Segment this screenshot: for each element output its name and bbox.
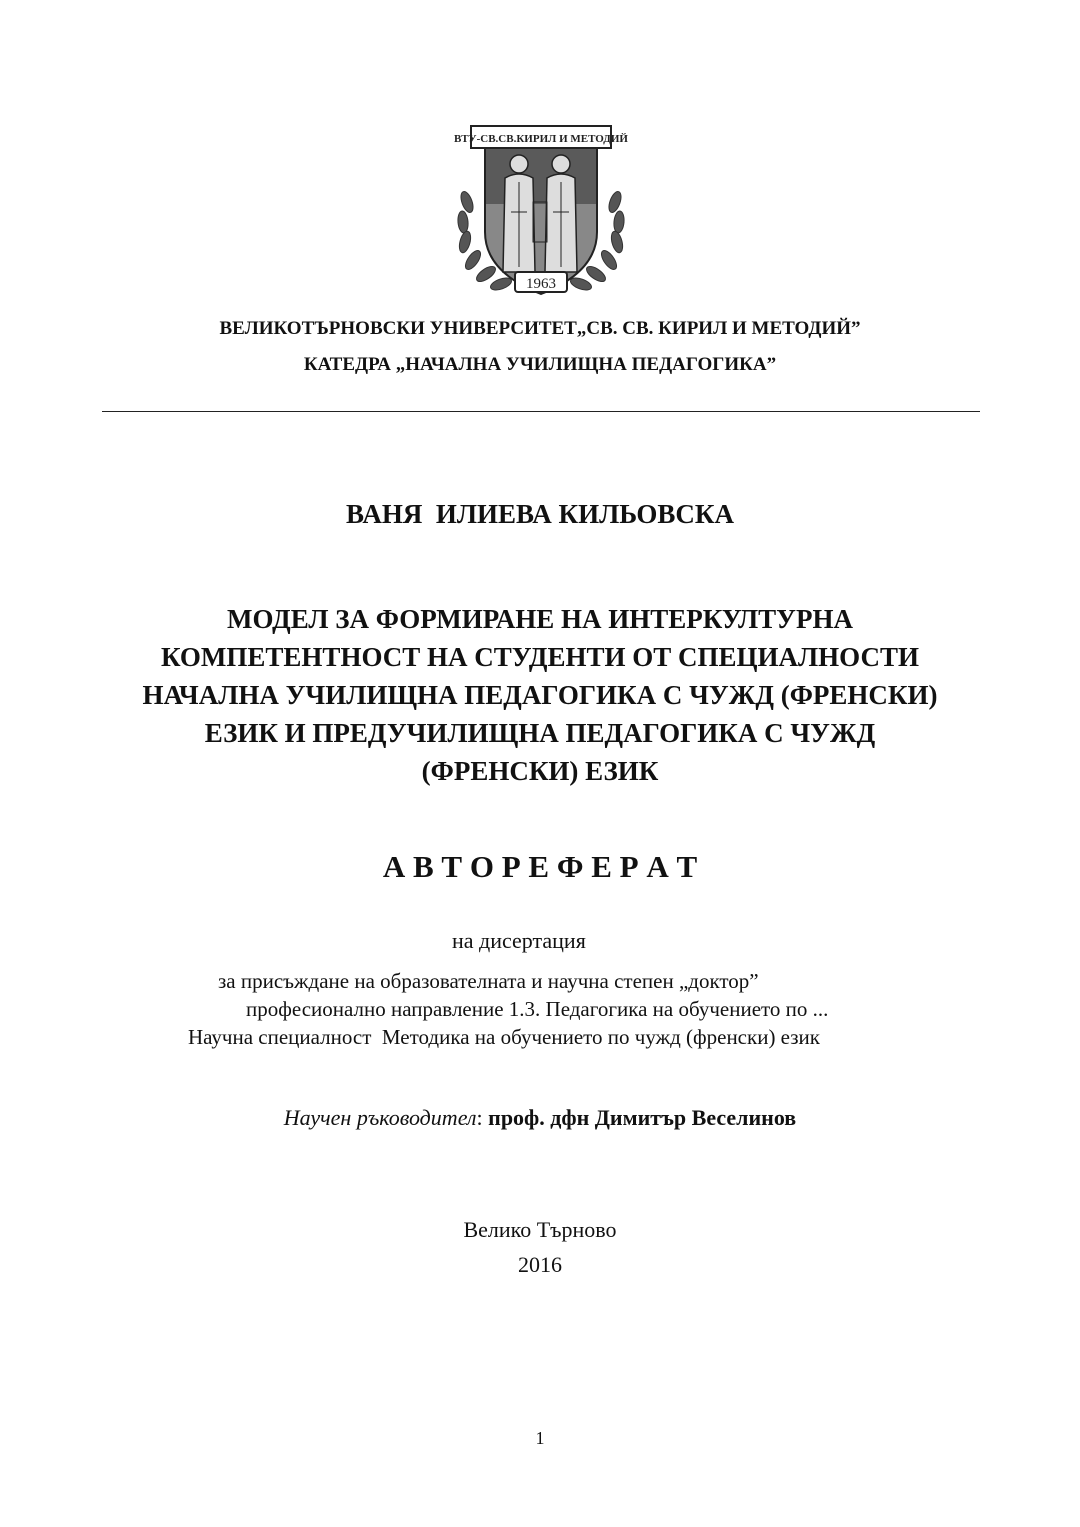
crest-banner-text: ВТУ-СВ.СВ.КИРИЛ И МЕТОДИЙ	[454, 133, 628, 145]
place-text: Велико Търново	[463, 1217, 617, 1242]
page-number: 1	[535, 1428, 545, 1448]
author-name: ВАНЯ ИЛИЕВА КИЛЬОВСКА	[346, 499, 734, 529]
supervisor-label: Научен ръководител	[283, 1105, 477, 1130]
thesis-title-line-1: МОДЕЛ ЗА ФОРМИРАНЕ НА ИНТЕРКУЛТУРНА	[226, 604, 853, 634]
degree-line: за присъждане на образователната и научна степен „доктор”	[218, 969, 759, 993]
department-name: КАТЕДРА „НАЧАЛНА УЧИЛИЩНА ПЕДАГОГИКА”	[303, 354, 777, 375]
direction-line: професионално направление 1.3. Педагогика на обучението по ...	[246, 997, 829, 1021]
thesis-title-line-4: ЕЗИК И ПРЕДУЧИЛИЩНА ПЕДАГОГИКА С ЧУЖД	[204, 718, 876, 748]
header-divider	[102, 411, 980, 412]
thesis-title-line-2: КОМПЕТЕНТНОСТ НА СТУДЕНТИ ОТ СПЕЦИАЛНОСТИ	[161, 642, 919, 672]
supervisor-line	[0, 1105, 1080, 1131]
document-type-heading: А В Т О Р Е Ф Е Р А Т	[382, 849, 698, 884]
crest-year-text: 1963	[526, 276, 556, 292]
year-text: 2016	[518, 1252, 562, 1277]
supervisor-name: проф. дфн Димитър Веселинов	[488, 1105, 797, 1130]
specialty-line: Научна специалност Методика на обучението по чужд (френски) език	[188, 1025, 820, 1049]
dissertation-label: на дисертация	[452, 928, 586, 953]
university-crest-icon	[453, 122, 629, 302]
supervisor-separator: :	[476, 1105, 489, 1130]
thesis-title-line-3: НАЧАЛНА УЧИЛИЩНА ПЕДАГОГИКА С ЧУЖД (ФРЕНСКИ)	[142, 680, 938, 710]
university-name: ВЕЛИКОТЪРНОВСКИ УНИВЕРСИТЕТ„СВ. СВ. КИРИЛ И МЕТОДИЙ”	[219, 318, 861, 339]
thesis-title-line-5: (ФРЕНСКИ) ЕЗИК	[421, 756, 659, 786]
